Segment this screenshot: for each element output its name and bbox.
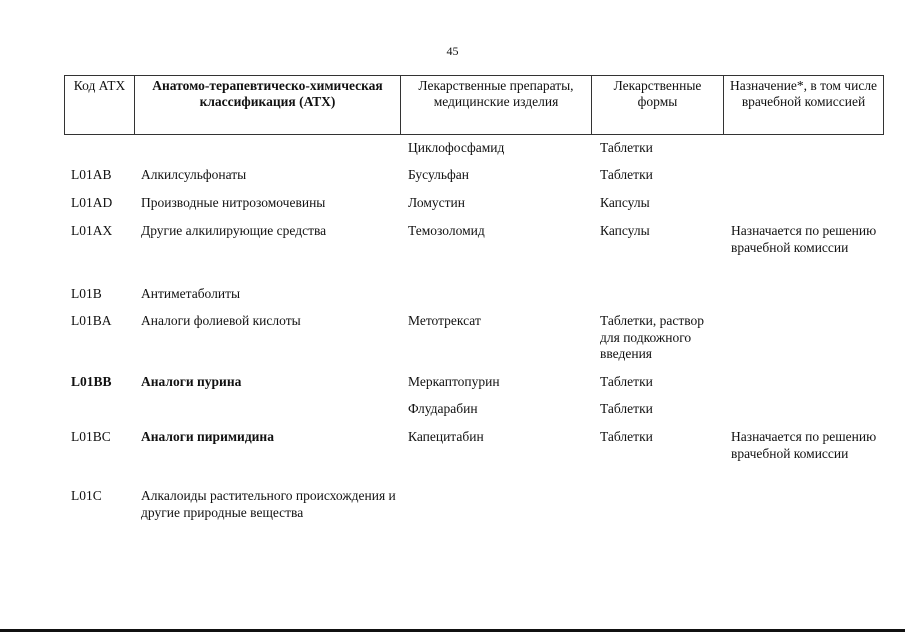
classification-cell: Другие алкилирующие средства [141, 223, 327, 238]
table-header [64, 75, 884, 135]
form-cell: Таблетки, раствор для подкожного введения [600, 313, 705, 361]
form-cell: Таблетки [600, 140, 653, 155]
classification-cell: Аналоги пурина [141, 374, 242, 389]
code-cell: L01AD [71, 195, 113, 210]
code-cell: L01AX [71, 223, 113, 238]
drug-cell: Бусульфан [408, 167, 469, 182]
page-number: 45 [446, 44, 459, 58]
drug-cell: Меркаптопурин [408, 374, 500, 389]
header-drugs: Лекарственные препараты, медицинские изделия [401, 76, 592, 135]
note-cell: Назначается по решению врачебной комиссии [731, 223, 877, 255]
form-cell: Таблетки [600, 401, 653, 416]
header-forms: Лекарственные формы [592, 76, 724, 135]
form-cell: Капсулы [600, 223, 650, 238]
drug-cell: Циклофосфамид [408, 140, 505, 155]
header-purpose: Назначение*, в том числе врачебной комиссией [724, 76, 884, 135]
classification-cell: Алкилсульфонаты [141, 167, 247, 182]
code-cell: L01AB [71, 167, 112, 182]
classification-cell: Аналоги пиримидина [141, 429, 274, 444]
bottom-rule [0, 629, 905, 632]
classification-cell: Антиметаболиты [141, 286, 241, 301]
header-code: Код АТХ [65, 76, 135, 135]
classification-cell: Алкалоиды растительного происхождения и другие природные вещества [141, 488, 396, 520]
drug-cell: Метотрексат [408, 313, 481, 328]
drug-cell: Темозоломид [408, 223, 485, 238]
classification-cell: Производные нитрозомочевины [141, 195, 326, 210]
classification-cell: Аналоги фолиевой кислоты [141, 313, 301, 328]
form-cell: Таблетки [600, 429, 653, 444]
drug-cell: Капецитабин [408, 429, 484, 444]
header-row [65, 76, 884, 135]
code-cell: L01B [71, 286, 102, 301]
note-cell: Назначается по решению врачебной комиссии [731, 429, 877, 461]
code-cell: L01BB [71, 374, 112, 389]
form-cell: Таблетки [600, 374, 653, 389]
code-cell: L01BA [71, 313, 112, 328]
code-cell: L01C [71, 488, 102, 503]
drug-cell: Ломустин [408, 195, 465, 210]
form-cell: Таблетки [600, 167, 653, 182]
code-cell: L01BC [71, 429, 111, 444]
header-classification: Анатомо-терапевтическо-химическая классификация (АТХ) [135, 76, 401, 135]
form-cell: Капсулы [600, 195, 650, 210]
drug-cell: Флударабин [408, 401, 478, 416]
